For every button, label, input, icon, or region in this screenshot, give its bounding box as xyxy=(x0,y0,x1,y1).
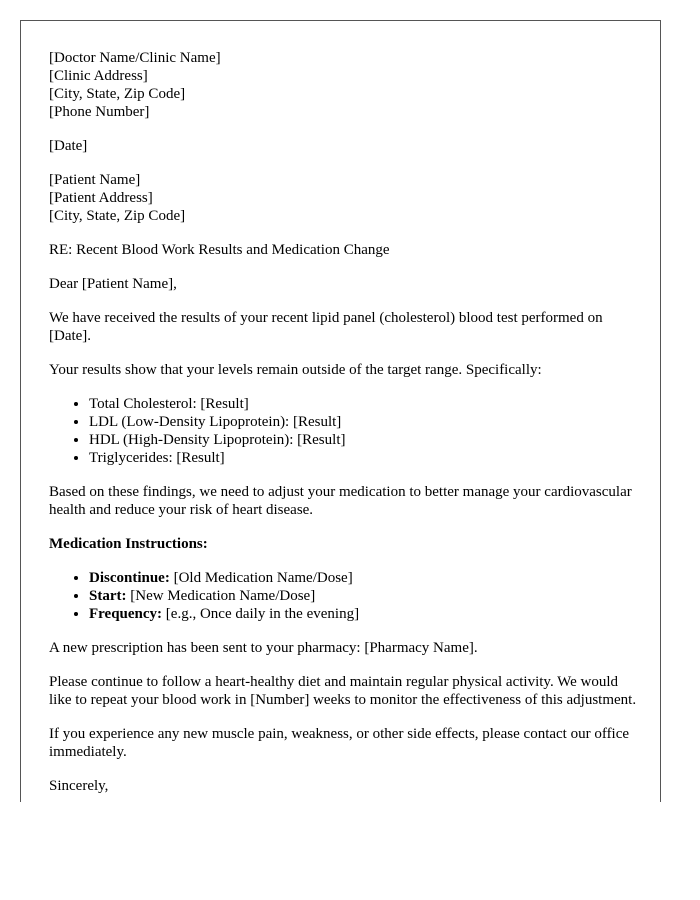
follow-up-paragraph: Please continue to follow a heart-healthy diet and maintain regular physical activity. We would like to repeat your blood work in [Number] weeks to monitor the effectiveness of this adjustment. xyxy=(49,674,637,708)
medication-heading xyxy=(49,535,639,553)
sender-name: [Doctor Name/Clinic Name] xyxy=(49,50,221,66)
results-lead-paragraph: Your results show that your levels remain outside of the target range. Specifically: xyxy=(49,362,542,378)
sender-phone: [Phone Number] xyxy=(49,104,150,120)
recipient-address: [Patient Address] xyxy=(49,190,153,206)
salutation: Dear [Patient Name], xyxy=(49,276,177,292)
results-list xyxy=(49,395,639,467)
medication-item-value: [Old Medication Name/Dose] xyxy=(169,570,353,586)
intro-paragraph: We have received the results of your recent lipid panel (cholesterol) blood test performed on [Date]. xyxy=(49,310,603,344)
letter-date: [Date] xyxy=(49,138,88,154)
medication-item-label: Discontinue: xyxy=(89,570,170,586)
letter-page xyxy=(20,20,661,802)
sender-address: [Clinic Address] xyxy=(49,68,148,84)
medication-item-label: Start: xyxy=(89,588,127,604)
medication-item-start xyxy=(89,587,639,605)
recipient-block xyxy=(49,171,639,225)
subject-line: RE: Recent Blood Work Results and Medication Change xyxy=(49,242,390,258)
letter-body xyxy=(49,49,639,802)
prescription-paragraph: A new prescription has been sent to your pharmacy: [Pharmacy Name]. xyxy=(49,640,478,656)
result-item-total-cholesterol: • Total Cholesterol: [Result] xyxy=(89,395,639,413)
medication-list xyxy=(49,569,639,623)
findings-paragraph: Based on these findings, we need to adjust your medication to better manage your cardiovascular health and reduce your risk of heart disease. xyxy=(49,484,632,518)
result-item-ldl: • LDL (Low-Density Lipoprotein): [Result] xyxy=(89,413,639,431)
result-item-triglycerides: • Triglycerides: [Result] xyxy=(89,449,639,467)
sender-city-state-zip: [City, State, Zip Code] xyxy=(49,86,186,102)
medication-item-value: [e.g., Once daily in the evening] xyxy=(162,606,360,622)
recipient-city-state-zip: [City, State, Zip Code] xyxy=(49,208,186,224)
result-item-hdl: • HDL (High-Density Lipoprotein): [Result] xyxy=(89,431,639,449)
medication-item-value: [New Medication Name/Dose] xyxy=(126,588,316,604)
closing: Sincerely, xyxy=(49,778,109,794)
medication-item-label: Frequency: xyxy=(89,606,163,622)
sender-block xyxy=(49,49,639,121)
medication-item-frequency xyxy=(89,605,639,623)
medication-heading-text: Medication Instructions: xyxy=(49,536,208,552)
recipient-name: [Patient Name] xyxy=(49,172,141,188)
medication-item-discontinue xyxy=(89,569,639,587)
side-effects-paragraph: If you experience any new muscle pain, weakness, or other side effects, please contact our office immediately. xyxy=(49,726,630,760)
